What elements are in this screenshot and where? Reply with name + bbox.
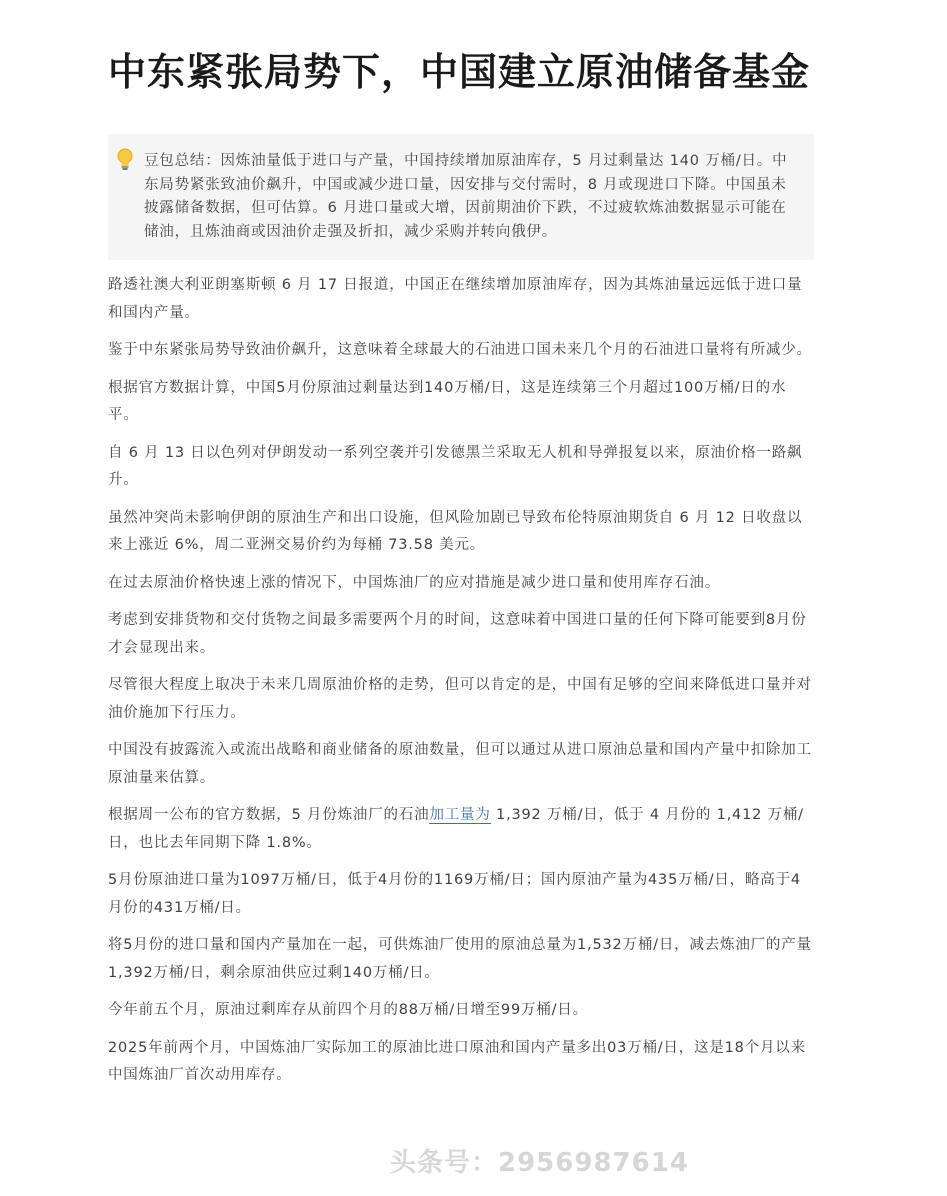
link-before-text: 根据周一公布的官方数据，5 月份炼油厂的石油 — [108, 807, 430, 823]
paragraph: 今年前五个月，原油过剩库存从前四个月的88万桶/日增至99万桶/日。 — [108, 1002, 588, 1018]
processing-volume-link[interactable]: 加工量为 — [429, 807, 491, 823]
article — [108, 40, 814, 1100]
paragraph: 2025年前两个月，中国炼油厂实际加工的原油比进口原油和国内产量多出03万桶/日，这是18个月以来中国炼油厂首次动用库存。 — [108, 1039, 806, 1083]
paragraph: 在过去原油价格快速上涨的情况下，中国炼油厂的应对措施是减少进口量和使用库存石油。 — [108, 574, 720, 591]
paragraph: 将5月份的进口量和国内产量加在一起，可供炼油厂使用的原油总量为1,532万桶/日，减去炼油厂的产量1,392万桶/日，剩余原油供应过剩140万桶/日。 — [108, 937, 812, 981]
watermark: 头条号：2956987614 — [390, 1148, 689, 1178]
paragraph: 考虑到安排货物和交付货物之间最多需要两个月的时间，这意味着中国进口量的任何下降可能要到8月份才会显现出来。 — [108, 612, 807, 656]
link-after-text: 1,392 万桶/日，低于 4 月份的 1,412 万桶/日，也比去年同期下降 1.8%。 — [108, 807, 804, 851]
paragraph: 自 6 月 13 日以色列对伊朗发动一系列空袭并引发德黑兰采取无人机和导弹报复以来，原油价格一路飙升。 — [108, 444, 803, 488]
paragraph-with-link — [108, 802, 814, 857]
paragraph: 虽然冲突尚未影响伊朗的原油生产和出口设施，但风险加剧已导致布伦特原油期货自 6 月 12 日收盘以来上涨近 6%，周二亚洲交易价约为每桶 73.58 美元。 — [108, 509, 803, 553]
paragraph: 鉴于中东紧张局势导致油价飙升，这意味着全球最大的石油进口国未来几个月的石油进口量将有所减少。 — [108, 342, 812, 358]
paragraph: 尽管很大程度上取决于未来几周原油价格的走势，但可以肯定的是，中国有足够的空间来降低进口量并对油价施加下行压力。 — [108, 677, 812, 721]
ai-summary-box — [108, 134, 814, 260]
paragraph: 路透社澳大利亚朗塞斯顿 6 月 17 日报道，中国正在继续增加原油库存，因为其炼油量远远低于进口量和国内产量。 — [108, 277, 803, 321]
article-title: 中东紧张局势下，中国建立原油储备基金 — [108, 50, 811, 94]
article-body — [108, 272, 814, 1090]
paragraph: 中国没有披露流入或流出战略和商业储备的原油数量，但可以通过从进口原油总量和国内产量中扣除加工原油量来估算。 — [108, 742, 812, 786]
summary-text: 豆包总结：因炼油量低于进口与产量，中国持续增加原油库存，5 月过剩量达 140 万桶/日。中东局势紧张致油价飙升，中国或减少进口量，因安排与交付需时，8 月或现进口下降。中国虽未披露储备数据，但可估算。6 月进口量或大增，因前期油价下跌，不过疲软炼油数据显示可能在储油，且炼油商或因油价走强及折扣，减少采购并转向俄伊。 — [144, 153, 788, 240]
paragraph: 5月份原油进口量为1097万桶/日，低于4月份的1169万桶/日；国内原油产量为435万桶/日，略高于4月份的431万桶/日。 — [108, 872, 801, 916]
paragraph: 根据官方数据计算，中国5月份原油过剩量达到140万桶/日，这是连续第三个月超过100万桶/日的水平。 — [108, 379, 787, 423]
lightbulb-icon — [116, 148, 134, 172]
